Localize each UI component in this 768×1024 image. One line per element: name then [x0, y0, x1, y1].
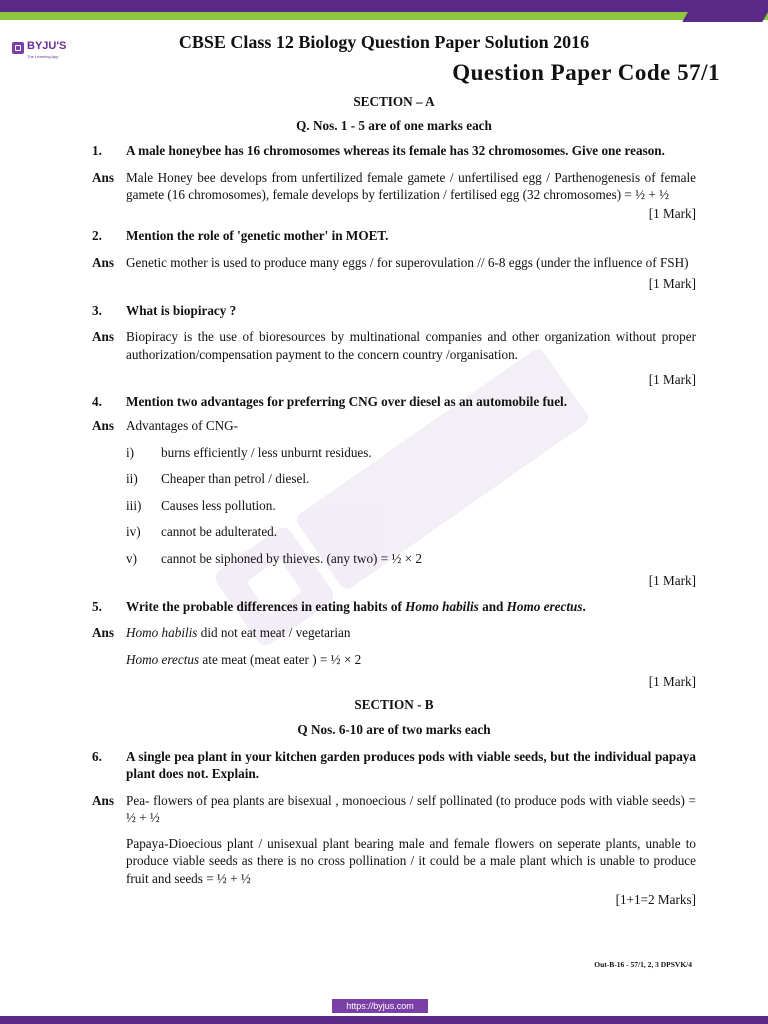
answer-3 — [92, 328, 696, 363]
mark-label: [1 Mark] — [648, 573, 696, 588]
answer-5-line-2 — [92, 651, 696, 669]
top-band — [0, 0, 768, 22]
answer-text — [126, 624, 696, 642]
question-text — [126, 598, 696, 616]
question-number: 4. — [92, 393, 102, 409]
answer-6 — [92, 792, 696, 827]
list-item-marker: i) — [126, 444, 135, 460]
answer-text: Papaya-Dioecious plant / unisexual plant bearing male and female flowers on seperate plants, unable to produce viable seeds as there is no cross pollination / it could be a male plant which is unable to produce fruit and seeds = ½ + ½ — [126, 835, 696, 886]
answer-label: Ans — [92, 169, 114, 185]
question-4 — [92, 393, 696, 411]
question-text: What is biopiracy ? — [126, 302, 237, 318]
question-number: 3. — [92, 302, 102, 318]
question-paper-code: Question Paper Code 57/1 — [452, 60, 720, 85]
top-green-stripe — [0, 12, 768, 20]
section-b-title: SECTION - B — [354, 696, 434, 712]
answer-6-part-2 — [92, 835, 696, 888]
answer-text: Advantages of CNG- — [126, 418, 239, 433]
answer-text: Male Honey bee develops from unfertilized female gamete / unfertilised egg / Parthenogenesis of female gamete (16 chromosomes), female develops by fertilization / fertilised egg (32 chromosomes) = ½ + ½ — [126, 169, 696, 202]
list-item — [126, 523, 696, 541]
mark-label: [1+1=2 Marks] — [615, 892, 696, 907]
bottom-bar — [0, 1016, 768, 1024]
question-text-part: Write the probable differences in eating habits of — [126, 598, 406, 614]
logo-text: BYJU'S — [27, 40, 67, 52]
question-5 — [92, 598, 696, 616]
question-6 — [92, 748, 696, 783]
question-number: 1. — [92, 143, 102, 158]
question-text-part: and — [478, 598, 507, 614]
answer-label: Ans — [92, 625, 114, 640]
answer-text: Genetic mother is used to produce many eggs / for superovulation // 6-8 eggs (under the influence of FSH) — [126, 254, 689, 270]
main-content — [92, 93, 696, 909]
list-item-marker: v) — [126, 550, 137, 566]
list-item-text: burns efficiently / less unburnt residues. — [161, 444, 372, 460]
question-2 — [92, 227, 696, 245]
list-item — [126, 550, 696, 568]
question-text: A male honeybee has 16 chromosomes whereas its female has 32 chromosomes. Give one reason. — [126, 143, 665, 158]
answer-4 — [92, 417, 696, 435]
mark-label: [1 Mark] — [648, 674, 696, 689]
mark-label: [1 Mark] — [648, 205, 696, 221]
species-name: Homo erectus — [506, 598, 583, 614]
logo-subtext: The Learning App — [27, 54, 59, 59]
question-text: Mention the role of 'genetic mother' in MOET. — [126, 228, 389, 243]
answer-label: Ans — [92, 792, 114, 808]
answer-label: Ans — [92, 418, 114, 433]
species-name: Homo habilis — [126, 625, 198, 640]
question-number: 6. — [92, 748, 102, 764]
answer-label: Ans — [92, 329, 114, 344]
footer-code: Out-B-16 - 57/1, 2, 3 DPSVK/4 — [594, 960, 692, 969]
answer-label: Ans — [92, 254, 114, 270]
list-item-marker: ii) — [126, 471, 138, 486]
list-item-text: cannot be siphoned by thieves. (any two) = ½ × 2 — [161, 550, 422, 566]
answer-text-part: did not eat meat / vegetarian — [197, 625, 351, 640]
question-text-part: . — [582, 598, 586, 614]
answer-text: Pea- flowers of pea plants are bisexual , monoecious / self pollinated (to produce pods with viable seeds) = ½ + ½ — [126, 792, 696, 825]
answer-1 — [92, 169, 696, 204]
answer-2 — [92, 254, 696, 272]
question-number: 5. — [92, 598, 102, 614]
answer-text — [126, 651, 696, 669]
question-1 — [92, 142, 696, 160]
species-name: Homo erectus — [126, 651, 200, 667]
species-name: Homo habilis — [405, 598, 479, 614]
list-item-text: Causes less pollution. — [161, 497, 276, 513]
question-number: 2. — [92, 228, 102, 243]
section-a-title: SECTION – A — [353, 94, 435, 109]
list-item — [126, 470, 696, 488]
section-b-subtitle: Q Nos. 6-10 are of two marks each — [297, 722, 491, 737]
list-item-marker: iii) — [126, 497, 142, 513]
answer-text-part: ate meat (meat eater ) = ½ × 2 — [199, 651, 362, 667]
question-3 — [92, 302, 696, 320]
mark-label: [1 Mark] — [648, 372, 696, 387]
list-item-marker: iv) — [126, 524, 141, 539]
top-stripe-accent — [682, 12, 768, 22]
answer-text: Biopiracy is the use of bioresources by multinational companies and other organization without proper authorization/compensation payment to the concern country /organisation. — [126, 329, 696, 362]
mark-label: [1 Mark] — [648, 276, 696, 291]
answer-5 — [92, 624, 696, 642]
list-item-text: cannot be adulterated. — [161, 524, 278, 539]
list-item-text: Cheaper than petrol / diesel. — [161, 471, 310, 486]
top-purple-stripe — [0, 0, 768, 12]
section-a-subtitle: Q. Nos. 1 - 5 are of one marks each — [296, 117, 492, 133]
question-text: Mention two advantages for preferring CNG over diesel as an automobile fuel. — [126, 393, 568, 409]
footer-url-link[interactable]: https://byjus.com — [332, 999, 428, 1013]
question-text: A single pea plant in your kitchen garden produces pods with viable seeds, but the individual papaya plant does not. Explain. — [126, 748, 696, 781]
page-title: CBSE Class 12 Biology Question Paper Solution 2016 — [178, 32, 590, 52]
list-item — [126, 497, 696, 515]
list-item — [126, 444, 696, 462]
